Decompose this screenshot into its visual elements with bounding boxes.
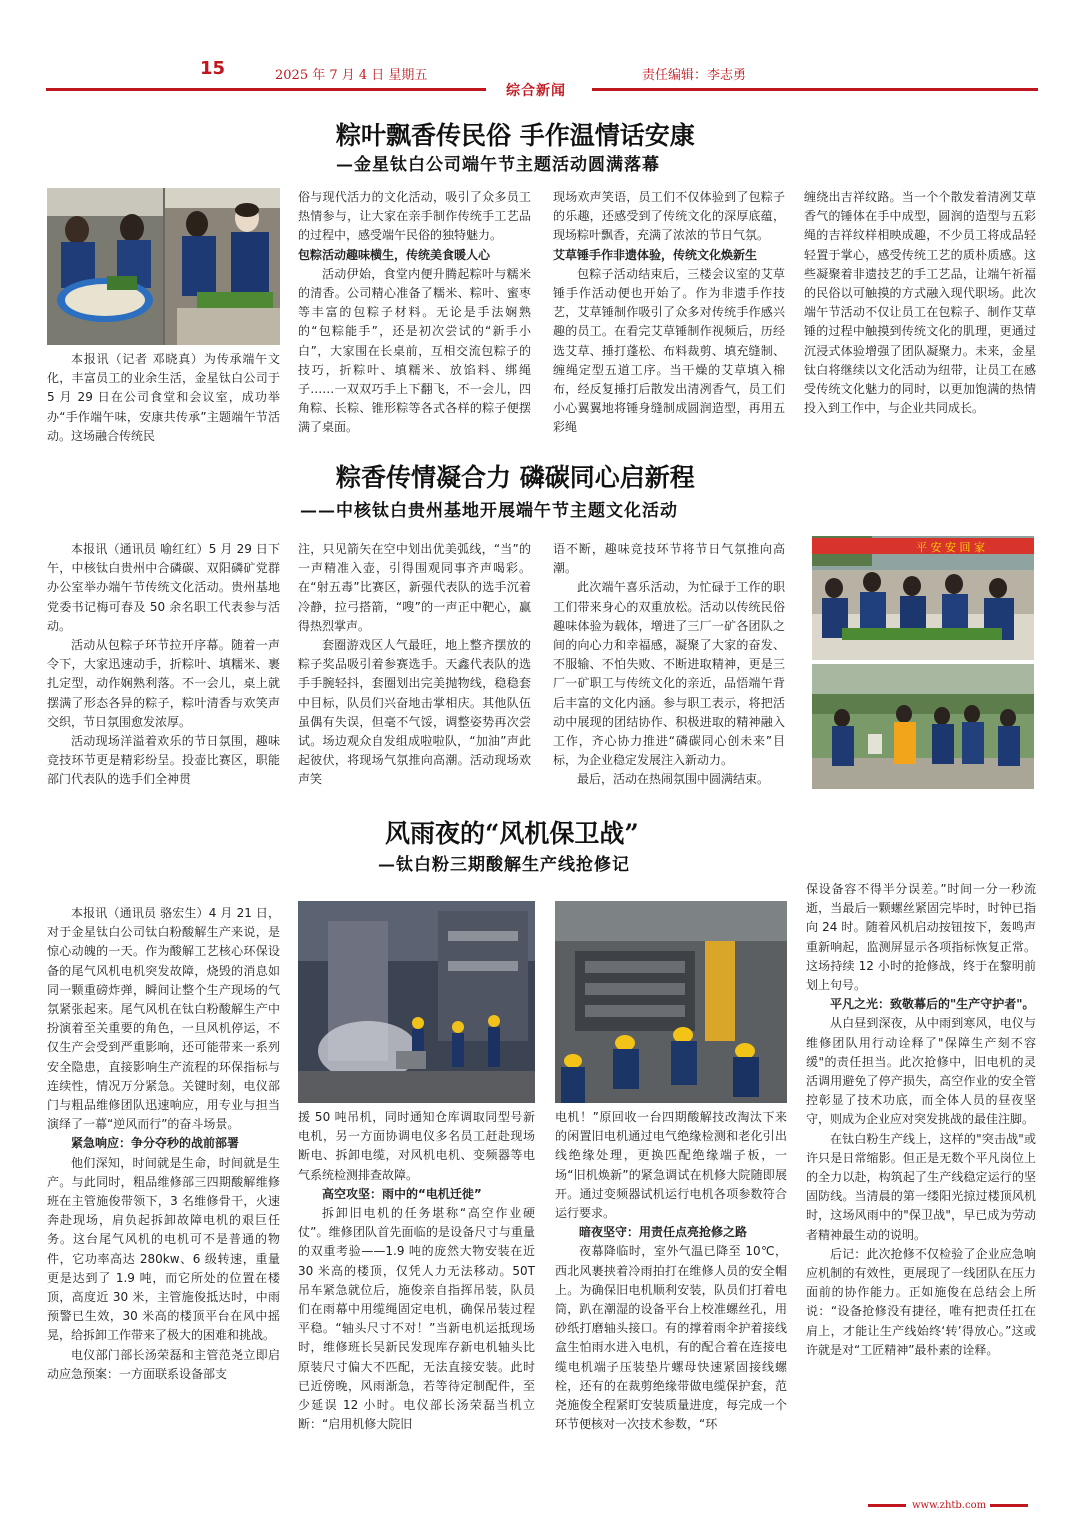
article2-col2: [298, 540, 531, 792]
article3-col1-text3: 电仪部门部长汤荣磊和主管范尧立即启动应急预案：一方面联系设备部支: [47, 1347, 280, 1381]
article1-col3-text: 现场欢声笑语，员工们不仅体验到了包粽子的乐趣，还感受到了传统文化的深厚底蕴，现场粽叶飘香，充满了浓浓的节日气氛。: [553, 190, 785, 243]
article1-col2-text: 俗与现代活力的文化活动，吸引了众多员工热情参与，让大家在亲手制作传统手工艺品的过程中，感受端午民俗的独特魅力。: [298, 190, 531, 243]
footer-bar-left: [868, 1504, 906, 1507]
article2-col2-text2: 套圈游戏区人气最旺，地上整齐摆放的粽子奖品吸引着参赛选手。天鑫代表队的选手手腕轻抖，套圈划出完美抛物线，稳稳套中目标，队员们兴奋地击掌相庆。其他队伍虽偶有失误，但毫不气馁，调整姿势再次尝试。场边观众自发组成啦啦队，“加油”声此起彼伏，将现场气氛推向高潮。活动现场欢声笑: [298, 638, 531, 787]
article2-col3-text: 语不断，趣味竞技环节将节日气氛推向高潮。: [553, 542, 785, 576]
article1-photo: [47, 188, 280, 345]
article3-heading-response: 紧急响应：争分夺秒的战前部署: [71, 1136, 240, 1151]
footer-url: www.zhtb.com: [912, 1500, 987, 1511]
article3-heading-night: 暗夜坚守：用责任点亮抢修之路: [579, 1225, 748, 1240]
article1-lead: 本报讯（记者 邓晓真）为传承端午文化，丰富员工的业余生活，金星钛白公司于 5 月 29 日在公司食堂和会议室，成功举办“手作端午味，安康共传承”主题端午节活动。这场融合传统民: [47, 352, 280, 443]
article2-col2-text: 注，只见箭矢在空中划出优美弧线，“当”的一声精准入壶，引得围观同事齐声喝彩。在“射五毒”比赛区，新强代表队的选手沉着冷静，拉弓搭箭，“嗖”的一声正中靶心，赢得热烈掌声。: [298, 542, 531, 633]
article3-col2-text2: 拆卸旧电机的任务堪称“高空作业硬仗”。维修团队首先面临的是设备尺寸与重量的双重考验——1.9 吨的庞然大物安装在近 30 米高的楼顶，仅凭人力无法移动。50T 吊车紧急就位后，施俊亲自指挥吊装，队员们在雨幕中用缆绳固定电机，确保吊装过程平稳。“轴头尺寸不对！”当新电机运抵现场时，维修班长吴新民发现库存新电机轴头比原装尺寸偏大不匹配，无法直接安装。此时已近傍晚，风雨渐急，若等待定制配件，至少延误 12 小时。电仪部长汤荣磊当机立断：“启用机修大院旧: [298, 1206, 535, 1432]
article2-photo-top: [812, 536, 1034, 660]
article2-col3-text3: 最后，活动在热闹氛围中圆满结束。: [577, 772, 770, 787]
article1-col2-text2: 活动伊始，食堂内便升腾起粽叶与糯米的清香。公司精心准备了糯米、粽叶、蜜枣等丰富的包粽子材料。无论是手法娴熟的“包粽能手”，还是初次尝试的“新手小白”，大家围在长桌前，互相交流包粽子的技巧，折粽叶、填糯米、放馅料、绑绳子……一双双巧手上下翻飞，不一会儿，四角粽、长粽、锥形粽等各式各样的粽子便摆满了桌面。: [298, 266, 531, 435]
article2-col3: [553, 540, 785, 792]
article3-col2: [298, 1108, 535, 1489]
section-name: 综合新闻: [506, 83, 566, 99]
article1-col4-text: 缠绕出吉祥纹路。当一个个散发着清冽艾草香气的锤体在手中成型，圆润的造型与五彩绳的吉祥纹样相映成趣，不少员工将成品轻轻置于掌心，感受传统工艺的质朴质感。这些凝聚着非遗技艺的手工艺品，让端午祈福的民俗以可触摸的方式融入现代职场。此次端午节活动不仅让员工在包粽子、制作艾草锤的过程中触摸到传统文化的肌理，更通过沉浸式体验增强了团队凝聚力。未来，金星钛白将继续以文化活动为纽带，让员工在感受传统文化魅力的同时，以更加饱满的热情投入到工作中，与企业共同成长。: [804, 190, 1036, 416]
article3-lead: 本报讯（通讯员 骆宏生）4 月 21 日，对于金星钛白公司钛白粉酸解生产来说，是惊心动魄的一天。作为酸解工艺核心环保设备的尾气风机电机突发故障，烧毁的消息如同一颗重磅炸弹，瞬间让整个生产现场的气氛紧张起来。尾气风机在钛白粉酸解生产中扮演着至关重要的角色，一旦风机停运，不仅生产会受到严重影响，还可能带来一系列安全隐患，直接影响生产流程的环保指标与连续性，情况万分紧急。关键时刻，电仪部门与粗品维修团队迅速响应，用专业与担当演绎了一幕“逆风而行”的奋斗场景。: [47, 906, 280, 1132]
article3-col4-text: 保设备容不得半分误差。”时间一分一秒流逝，当最后一颗螺丝紧固完毕时，时钟已指向 24 时。随着风机启动按钮按下，轰鸣声重新响起，监测屏显示各项指标恢复正常。这场持续 12 小时的抢修战，终于在黎明前划上句号。: [806, 882, 1036, 993]
article3-title: 风雨夜的“风机保卫战”: [385, 819, 639, 848]
photo-banner-text: 平 安 安 回 家: [916, 541, 985, 554]
article3-col1: [47, 904, 280, 1489]
article3-col2-text: 援 50 吨吊机，同时通知仓库调取同型号新电机，另一方面协调电仪多名员工赶赴现场断电、拆卸电缆，对风机电机、变频器等电气系统检测排查故障。: [298, 1110, 535, 1182]
article2-photo-bottom: [812, 664, 1034, 789]
article3-col4-text2: 从白昼到深夜，从中雨到寒风，电仪与维修团队用行动诠释了"保障生产刻不容缓"的责任担当。此次抢修中，旧电机的灵活调用避免了停产损失，高空作业的安全管控彰显了技术功底，而全体人员的昼夜坚守，则成为企业应对突发挑战的最佳注脚。: [806, 1016, 1036, 1127]
issue-date: 2025 年 7 月 4 日 星期五: [275, 68, 428, 83]
page-number: 15: [200, 58, 226, 79]
article3-col4-text3: 在钛白粉生产线上，这样的"突击战"或许只是日常缩影。但正是无数个平凡岗位上的全力以赴，构筑起了生产线稳定运行的坚固防线。当清晨的第一缕阳光掠过楼顶风机时，这场风雨中的"保卫战"，早已成为劳动者精神最生动的说明。: [806, 1131, 1036, 1242]
article2-subtitle: ——中核钛白贵州基地开展端午节主题文化活动: [300, 501, 678, 521]
article3-col3-text2: 夜幕降临时，室外气温已降至 10℃，西北风裹挟着冷雨拍打在维修人员的安全帽上。为确保旧电机顺利安装，队员们打着电筒，趴在潮湿的设备平台上校准螺丝孔，用砂纸打磨轴头接口。有的撑着雨伞护着接线盒生怕雨水进入电机，有的配合着在连接电缆电机端子压装垫片螺母快速紧固接线螺栓，还有的在裁剪绝缘带做电缆保护套，范尧施俊全程紧盯安装质量进度，每完成一个环节便核对一次技术参数，“环: [555, 1244, 787, 1432]
article1-col4: [804, 188, 1036, 448]
footer-bar-right: [990, 1504, 1028, 1507]
article3-photo-right: [555, 901, 787, 1103]
article3-subtitle: —钛白粉三期酸解生产线抢修记: [378, 855, 630, 875]
header-rule-right: [592, 88, 1038, 91]
article2-col1: [47, 540, 280, 792]
article1-col3-text2: 包粽子活动结束后，三楼会议室的艾草锤手作活动便也开始了。作为非遗手作技艺，艾草锤制作吸引了众多对传统手作感兴趣的员工。在看完艾草锤制作视频后，历经选艾草、捶打蓬松、布料裁剪、填充缝制、缠绳定型五道工序。当干燥的艾草填入棉布，经反复捶打后散发出清冽香气，员工们小心翼翼地将锤身缝制成圆润造型，再用五彩绳: [553, 266, 785, 435]
article3-col3-text: 电机！”原回收一台四期酸解技改淘汰下来的闲置旧电机通过电气绝缘检测和老化引出线绝缘处理，更换匹配绝缘端子板，一场“旧机焕新”的紧急调试在机修大院随即展开。通过变频器试机运行电机各项参数符合运行要求。: [555, 1110, 787, 1221]
article3-heading-tribute: 平凡之光：致敬幕后的"生产守护者"。: [830, 997, 1035, 1012]
article1-col3: [553, 188, 785, 448]
article2-title: 粽香传情凝合力 磷碳同心启新程: [336, 463, 695, 492]
article1-col1: [47, 350, 280, 450]
article3-col3: [555, 1108, 787, 1489]
article1-subtitle: —金星钛白公司端午节主题活动圆满落幕: [336, 155, 660, 175]
article3-heading-highalt: 高空攻坚：雨中的“电机迁徙”: [322, 1186, 482, 1201]
article1-title: 粽叶飘香传民俗 手作温情话安康: [336, 121, 695, 150]
editor-credit: 责任编辑：李志勇: [642, 68, 747, 83]
header-rule-left: [46, 88, 486, 91]
article2-lead: 本报讯（通讯员 喻红红）5 月 29 日下午，中核钛白贵州中合磷碳、双阳磷矿党群办公室举办端午节传统文化活动。贵州基地党委书记梅可春及 50 余名职工代表参与活动。: [47, 542, 280, 633]
article3-photo-left: [298, 901, 535, 1103]
article1-col2: [298, 188, 531, 448]
article2-col3-text2: 此次端午喜乐活动，为忙碌于工作的职工们带来身心的双重放松。活动以传统民俗趣味体验为载体，增进了三厂一矿各团队之间的向心力和幸福感，凝聚了大家的奋发、不服输、不怕失败、不断进取精神，更是三厂一矿职工与传统文化的亲近，品悟端午背后丰富的文化内涵。参与职工表示，将把活动中展现的团结协作、积极进取的精神融入工作，齐心协力推进“磷碳同心创未来”目标，为企业稳定发展注入新动力。: [553, 580, 785, 768]
article3-col4: [806, 880, 1036, 1490]
article2-col1-text2: 活动从包粽子环节拉开序幕。随着一声令下，大家迅速动手，折粽叶、填糯米、裹扎定型，动作娴熟利落。不一会儿，桌上就摆满了形态各异的粽子，粽叶清香与欢笑声交织，节日氛围愈发浓厚。: [47, 638, 280, 729]
article1-heading-zongzi: 包粽活动趣味横生，传统美食暖人心: [298, 247, 491, 262]
article2-col1-text3: 活动现场洋溢着欢乐的节日氛围，趣味竞技环节更是精彩纷呈。投壶比赛区，职能部门代表队的选手们全神贯: [47, 734, 280, 787]
article3-col1-text2: 他们深知，时间就是生命，时间就是生产。与此同时，粗品维修部三四期酸解维修班在主管施俊带领下，3 名维修骨干，火速奔赴现场，肩负起拆卸故障电机的艰巨任务。这台尾气风机的电机可不是普通的物件，它功率高达 280kw、6 级转速，重量更是达到了 1.9 吨，而它所处的位置在楼顶，高度近 30 米，主管施俊抵达时，中雨预警已生效，30 米高的楼顶平台在风中摇晃，给拆卸工作带来了极大的困难和挑战。: [47, 1155, 280, 1343]
article3-col4-text4: 后记：此次抢修不仅检验了企业应急响应机制的有效性，更展现了一线团队在压力面前的协作能力。正如施俊在总结会上所说：“设备抢修没有捷径，唯有把责任扛在肩上，才能让生产线始终‘转’得放心。”这或许就是对“工匠精神”最朴素的诠释。: [806, 1246, 1036, 1357]
article1-heading-aicao: 艾草锤手作非遗体验，传统文化焕新生: [553, 247, 758, 262]
